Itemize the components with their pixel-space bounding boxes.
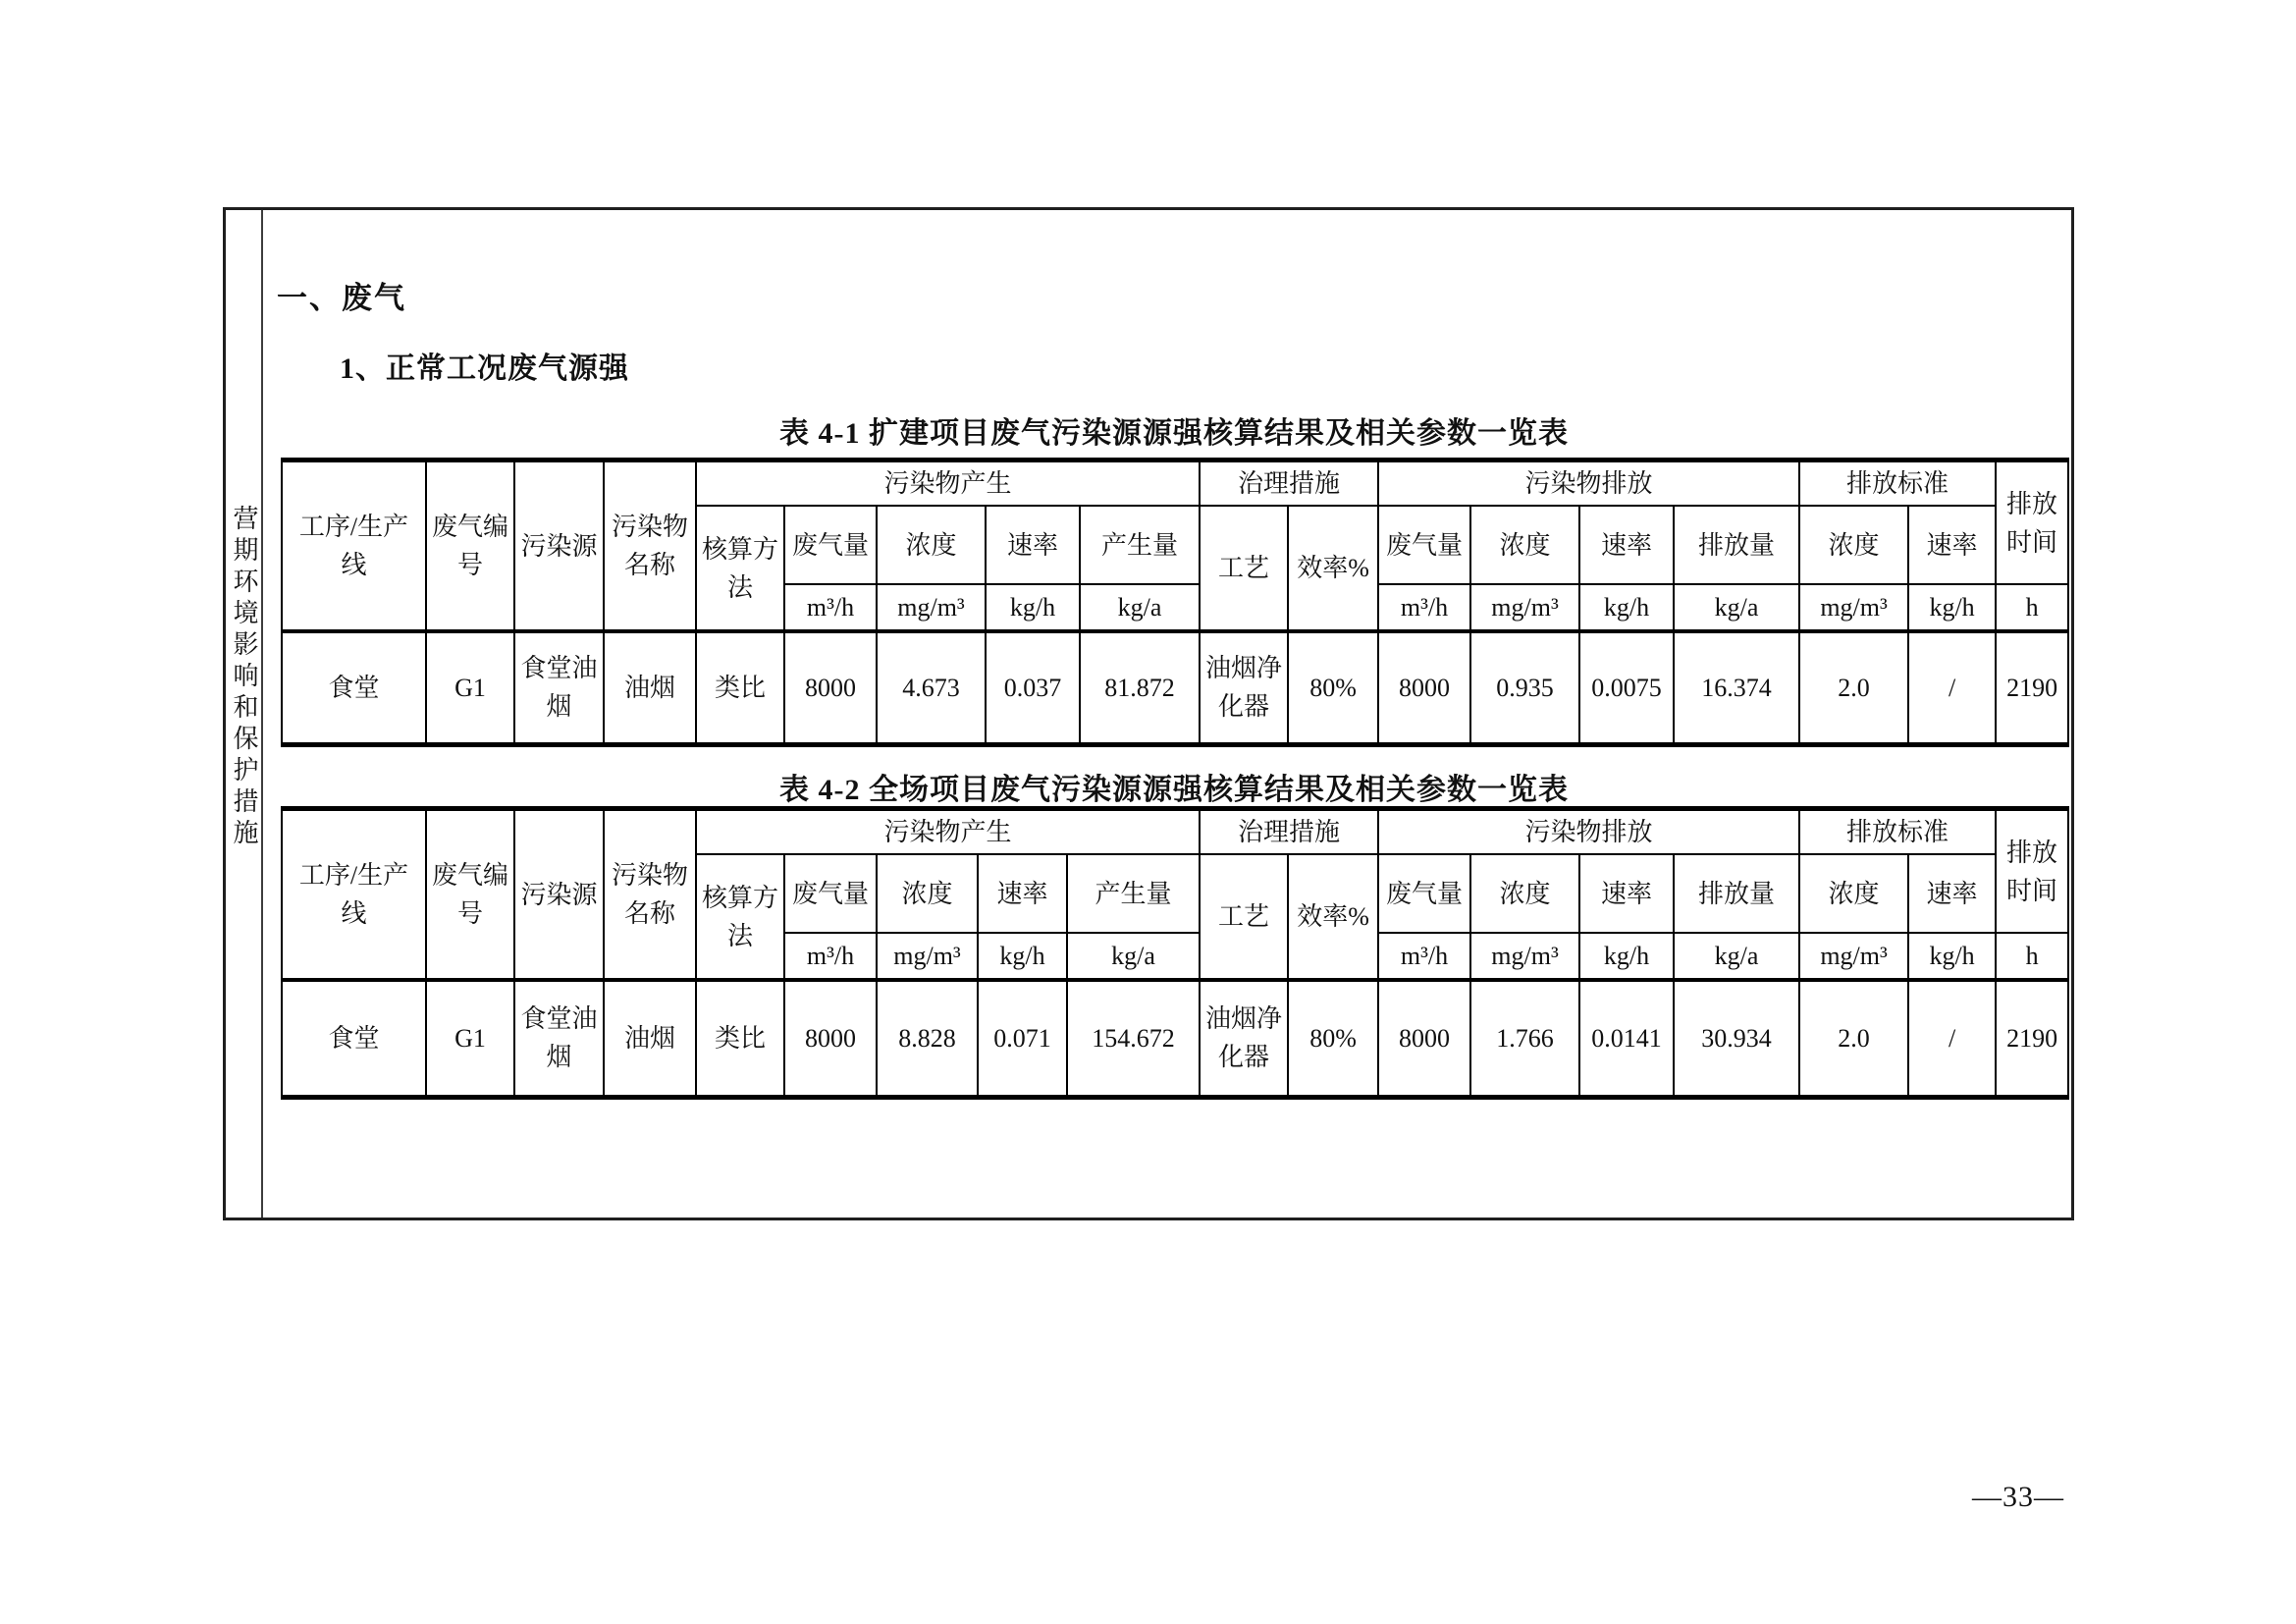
cell-source: 食堂油烟	[514, 980, 604, 1097]
cell-craft: 油烟净化器	[1200, 980, 1288, 1097]
header-emit-rate: 速率	[1579, 854, 1674, 933]
cell-pollutant: 油烟	[604, 980, 696, 1097]
header-gas-id: 废气编号	[426, 809, 514, 981]
header-group-standard: 排放标准	[1799, 809, 1996, 855]
header-method: 核算方法	[696, 506, 784, 631]
header-source: 污染源	[514, 460, 604, 632]
table-4-1	[281, 458, 2069, 747]
header-emit-amount: 排放量	[1674, 506, 1799, 584]
cell-source: 食堂油烟	[514, 631, 604, 744]
header-group-treatment: 治理措施	[1200, 460, 1378, 507]
header-group-generation: 污染物产生	[696, 809, 1200, 855]
page-number: —33—	[1972, 1481, 2064, 1513]
cell-emit-concentration: 0.935	[1470, 631, 1579, 744]
cell-emission-time: 2190	[1996, 980, 2068, 1097]
header-std-rate: 速率	[1908, 854, 1996, 933]
header-gen-gas-volume: 废气量	[784, 854, 877, 933]
unit-emit-amount: kg/a	[1674, 933, 1799, 980]
page-content	[263, 210, 2071, 1218]
unit-std-concentration: mg/m³	[1799, 933, 1908, 980]
header-group-generation: 污染物产生	[696, 460, 1200, 507]
cell-std-concentration: 2.0	[1799, 631, 1908, 744]
header-emit-gas-volume: 废气量	[1378, 506, 1470, 584]
unit-emit-rate: kg/h	[1579, 933, 1674, 980]
sidebar-vertical-label: 营期环境影响和保护措施	[230, 505, 258, 850]
header-efficiency: 效率%	[1288, 854, 1378, 980]
header-emit-rate: 速率	[1579, 506, 1674, 584]
table-row	[282, 980, 2068, 1097]
header-gen-rate: 速率	[978, 854, 1067, 933]
header-emission-time: 排放时间	[1996, 460, 2068, 585]
header-craft: 工艺	[1200, 506, 1288, 631]
header-emission-time: 排放时间	[1996, 809, 2068, 934]
cell-efficiency: 80%	[1288, 631, 1378, 744]
header-row-groups	[282, 460, 2068, 507]
unit-emit-concentration: mg/m³	[1470, 933, 1579, 980]
unit-emit-gas-volume: m³/h	[1378, 933, 1470, 980]
cell-gen-concentration: 8.828	[877, 980, 978, 1097]
cell-emit-gas-volume: 8000	[1378, 980, 1470, 1097]
header-emit-amount: 排放量	[1674, 854, 1799, 933]
unit-gen-concentration: mg/m³	[877, 933, 978, 980]
table-4-2-title: 表 4-2 全场项目废气污染源源强核算结果及相关参数一览表	[779, 774, 1569, 806]
margin-sidebar	[226, 210, 263, 1218]
header-std-concentration: 浓度	[1799, 506, 1908, 584]
unit-std-rate: kg/h	[1908, 584, 1996, 631]
header-source: 污染源	[514, 809, 604, 981]
section-heading: 一、废气	[277, 281, 406, 315]
cell-craft: 油烟净化器	[1200, 631, 1288, 744]
table-4-2	[281, 806, 2069, 1100]
header-gen-rate: 速率	[986, 506, 1080, 584]
header-method: 核算方法	[696, 854, 784, 980]
cell-emit-rate: 0.0141	[1579, 980, 1674, 1097]
header-pollutant: 污染物名称	[604, 809, 696, 981]
unit-emit-gas-volume: m³/h	[1378, 584, 1470, 631]
unit-std-concentration: mg/m³	[1799, 584, 1908, 631]
cell-gen-gas-volume: 8000	[784, 631, 877, 744]
cell-emit-concentration: 1.766	[1470, 980, 1579, 1097]
cell-emit-amount: 16.374	[1674, 631, 1799, 744]
unit-gen-rate: kg/h	[978, 933, 1067, 980]
table-4-1-title: 表 4-1 扩建项目废气污染源源强核算结果及相关参数一览表	[779, 417, 1569, 450]
cell-gen-rate: 0.071	[978, 980, 1067, 1097]
cell-gas-id: G1	[426, 980, 514, 1097]
cell-gen-amount: 154.672	[1067, 980, 1200, 1097]
header-std-rate: 速率	[1908, 506, 1996, 584]
unit-emit-concentration: mg/m³	[1470, 584, 1579, 631]
unit-emission-time: h	[1996, 933, 2068, 980]
cell-gen-gas-volume: 8000	[784, 980, 877, 1097]
header-efficiency: 效率%	[1288, 506, 1378, 631]
header-emit-gas-volume: 废气量	[1378, 854, 1470, 933]
cell-method: 类比	[696, 631, 784, 744]
cell-std-rate: /	[1908, 631, 1996, 744]
unit-gen-rate: kg/h	[986, 584, 1080, 631]
header-process: 工序/生产线	[282, 809, 426, 981]
cell-process: 食堂	[282, 980, 426, 1097]
unit-gen-amount: kg/a	[1067, 933, 1200, 980]
header-group-treatment: 治理措施	[1200, 809, 1378, 855]
unit-emit-amount: kg/a	[1674, 584, 1799, 631]
cell-gas-id: G1	[426, 631, 514, 744]
cell-emission-time: 2190	[1996, 631, 2068, 744]
header-pollutant: 污染物名称	[604, 460, 696, 632]
header-std-concentration: 浓度	[1799, 854, 1908, 933]
cell-process: 食堂	[282, 631, 426, 744]
header-gen-amount: 产生量	[1080, 506, 1200, 584]
table-row	[282, 631, 2068, 744]
unit-std-rate: kg/h	[1908, 933, 1996, 980]
cell-emit-gas-volume: 8000	[1378, 631, 1470, 744]
cell-emit-amount: 30.934	[1674, 980, 1799, 1097]
unit-emission-time: h	[1996, 584, 2068, 631]
header-process: 工序/生产线	[282, 460, 426, 632]
cell-gen-rate: 0.037	[986, 631, 1080, 744]
header-gen-concentration: 浓度	[877, 854, 978, 933]
unit-gen-gas-volume: m³/h	[784, 584, 877, 631]
header-row-groups	[282, 809, 2068, 855]
header-gen-gas-volume: 废气量	[784, 506, 877, 584]
unit-emit-rate: kg/h	[1579, 584, 1674, 631]
cell-std-rate: /	[1908, 980, 1996, 1097]
header-emit-concentration: 浓度	[1470, 854, 1579, 933]
header-group-emission: 污染物排放	[1378, 460, 1799, 507]
cell-emit-rate: 0.0075	[1579, 631, 1674, 744]
cell-gen-concentration: 4.673	[877, 631, 986, 744]
header-group-standard: 排放标准	[1799, 460, 1996, 507]
header-gen-concentration: 浓度	[877, 506, 986, 584]
unit-gen-concentration: mg/m³	[877, 584, 986, 631]
cell-std-concentration: 2.0	[1799, 980, 1908, 1097]
header-gen-amount: 产生量	[1067, 854, 1200, 933]
subsection-heading: 1、正常工况废气源强	[340, 352, 629, 385]
page-frame	[223, 207, 2074, 1220]
cell-gen-amount: 81.872	[1080, 631, 1200, 744]
cell-pollutant: 油烟	[604, 631, 696, 744]
unit-gen-amount: kg/a	[1080, 584, 1200, 631]
header-gas-id: 废气编号	[426, 460, 514, 632]
header-group-emission: 污染物排放	[1378, 809, 1799, 855]
header-emit-concentration: 浓度	[1470, 506, 1579, 584]
header-craft: 工艺	[1200, 854, 1288, 980]
cell-method: 类比	[696, 980, 784, 1097]
unit-gen-gas-volume: m³/h	[784, 933, 877, 980]
cell-efficiency: 80%	[1288, 980, 1378, 1097]
